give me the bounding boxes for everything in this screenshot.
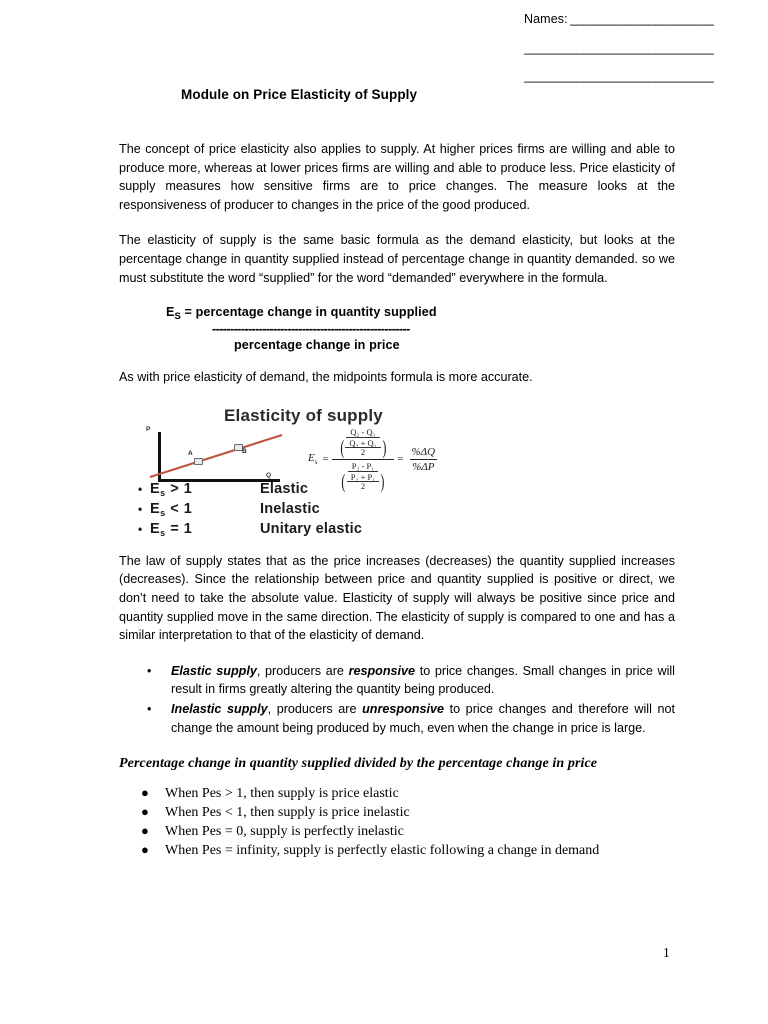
x-axis-label: Q bbox=[266, 471, 272, 479]
es-symbol: E bbox=[166, 305, 175, 320]
figure-bullet-comparison: = 1 bbox=[170, 520, 193, 537]
formula-result-denominator: %ΔP bbox=[412, 460, 435, 473]
figure-bullet-symbol: E bbox=[150, 480, 161, 497]
formula-numerator-group bbox=[332, 426, 395, 460]
page-title: Module on Price Elasticity of Supply bbox=[181, 87, 418, 102]
pes-rule-text: When Pes = infinity, supply is perfectly elastic following a change in demand bbox=[165, 843, 600, 859]
formula-q-average bbox=[335, 438, 392, 458]
formula-lhs-subscript: s bbox=[314, 458, 318, 467]
es-denominator-text: percentage change in price bbox=[234, 338, 400, 353]
figure-bullet-inelastic bbox=[138, 500, 468, 520]
list-item bbox=[119, 784, 675, 803]
figure-bullet-condition bbox=[150, 480, 260, 500]
list-item bbox=[119, 841, 675, 860]
es-equals: = bbox=[180, 305, 196, 320]
figure-bullet-subscript: s bbox=[160, 527, 166, 538]
document-body bbox=[119, 140, 675, 860]
list-item bbox=[119, 700, 675, 737]
names-row-2 bbox=[524, 41, 734, 56]
formula-q-divisor: 2 bbox=[360, 447, 366, 458]
list-item bbox=[119, 822, 675, 841]
figure-bullet-list bbox=[138, 480, 468, 540]
bullet-dot-icon: ● bbox=[141, 842, 149, 858]
name-blank-line-2[interactable]: _____________________________ bbox=[524, 41, 715, 55]
definition-mid: , producers are bbox=[256, 663, 349, 678]
bullet-dot-icon: ● bbox=[141, 804, 149, 820]
formula-q-delta: Q₂ - Q₁ bbox=[346, 427, 379, 438]
formula-result-fraction bbox=[410, 446, 438, 473]
left-paren-icon-2: ( bbox=[341, 470, 346, 493]
bullet-dot-icon: • bbox=[138, 501, 143, 516]
definition-term: Inelastic supply bbox=[171, 701, 268, 716]
paragraph-intro: The concept of price elasticity also applies to supply. At higher prices firms are willing and able to produce more, whereas at lower prices firms are willing and able to produce less. Price elasticity of supply measures how sensitive firms are to price changes. The measure looks at the responsiveness of producer to changes in the price of the good produced. bbox=[119, 142, 675, 212]
figure-title: Elasticity of supply bbox=[224, 405, 383, 425]
figure-bullet-elastic bbox=[138, 480, 468, 500]
paragraph-formula-intro: The elasticity of supply is the same basic formula as the demand elasticity, but looks at the percentage change in quantity supplied instead of percentage change in quantity demanded. so we must substitute the word “supplied” for the word “demanded” everywhere in the formula. bbox=[119, 233, 675, 285]
point-b-label: B bbox=[242, 447, 247, 455]
definition-rest: to price changes. Small changes in price will result in firms greatly altering the quantity being produced. bbox=[171, 663, 675, 697]
names-block bbox=[524, 12, 734, 97]
point-a-label: A bbox=[188, 449, 193, 457]
definition-emphasis: unresponsive bbox=[362, 701, 444, 716]
definition-emphasis: responsive bbox=[348, 663, 416, 678]
pes-rule-text: When Pes > 1, then supply is price elastic bbox=[165, 786, 399, 802]
page-number: 1 bbox=[663, 945, 670, 960]
figure-bullet-subscript: s bbox=[160, 487, 166, 498]
formula-q-fraction bbox=[335, 427, 392, 458]
figure-bullet-unitary bbox=[138, 520, 468, 540]
bullet-dot-icon: ● bbox=[141, 785, 149, 801]
right-paren-icon-2: ) bbox=[380, 470, 385, 493]
es-subscript: S bbox=[174, 311, 181, 323]
figure-bullet-condition bbox=[150, 520, 260, 540]
figure-bullet-term: Inelastic bbox=[260, 500, 320, 517]
definition-term: Elastic supply bbox=[171, 663, 257, 678]
formula-lhs bbox=[308, 452, 317, 466]
pes-rules-list bbox=[119, 784, 675, 860]
name-blank-line-3[interactable]: _____________________________ bbox=[524, 69, 715, 83]
names-row-3 bbox=[524, 69, 734, 84]
es-numerator-text: percentage change in quantity supplied bbox=[195, 305, 437, 320]
right-paren-icon: ) bbox=[381, 436, 386, 459]
pes-rule-text: When Pes = 0, supply is perfectly inelastic bbox=[165, 824, 404, 840]
y-axis-label: P bbox=[146, 425, 151, 433]
figure-bullet-subscript: s bbox=[160, 507, 166, 518]
formula-p-divisor: 2 bbox=[360, 481, 366, 492]
names-label: Names: bbox=[524, 12, 568, 26]
es-formula-block bbox=[119, 304, 675, 354]
figure-bullet-term: Elastic bbox=[260, 480, 309, 497]
figure-bullet-symbol: E bbox=[150, 520, 161, 537]
definition-rest: to price changes and therefore will not change the amount being produced by much, even when the change in price is large. bbox=[171, 701, 676, 735]
supply-curve-graph bbox=[136, 425, 296, 486]
definition-mid: , producers are bbox=[267, 701, 363, 716]
formula-p-sum: P₂ + P₁ bbox=[347, 473, 379, 483]
pes-rule-text: When Pes < 1, then supply is price inelastic bbox=[165, 805, 410, 821]
bullet-dot-icon: • bbox=[147, 663, 152, 678]
definition-list bbox=[119, 662, 675, 737]
formula-q-avg-inner bbox=[345, 439, 380, 457]
figure-bullet-condition bbox=[150, 500, 260, 520]
bullet-dot-icon: ● bbox=[141, 823, 149, 839]
formula-p-delta: P₂ - P₁ bbox=[348, 461, 378, 472]
formula-equals-1: = bbox=[322, 453, 329, 466]
point-a-marker bbox=[194, 458, 203, 465]
paragraph-law-of-supply: The law of supply states that as the price increases (decreases) the quantity supplied increases (decreases). Since the relationship between price and quantity supplied is positive or direct, we don’t need to take the absolute value. Elasticity of supply will always be positive since price and quantity supplied move in the same direction. The elasticity of supply is compared to one and has a similar interpretation to that of the elasticity of demand. bbox=[119, 553, 675, 643]
names-row-1 bbox=[524, 12, 734, 27]
formula-q-paren bbox=[339, 438, 388, 458]
figure-bullet-comparison: > 1 bbox=[170, 480, 193, 497]
bullet-dot-icon: • bbox=[147, 701, 152, 716]
paragraph-midpoints: As with price elasticity of demand, the midpoints formula is more accurate. bbox=[119, 370, 533, 385]
bullet-dot-icon: • bbox=[138, 481, 143, 496]
es-formula-numerator-line bbox=[166, 304, 675, 322]
figure-bullet-symbol: E bbox=[150, 500, 161, 517]
formula-result-numerator: %ΔQ bbox=[411, 445, 436, 458]
elasticity-of-supply-figure bbox=[130, 404, 522, 536]
list-item bbox=[119, 803, 675, 822]
figure-bullet-comparison: < 1 bbox=[170, 500, 193, 517]
name-blank-line-1[interactable]: ______________________ bbox=[569, 12, 714, 26]
formula-equals-2: = bbox=[397, 453, 404, 466]
left-paren-icon: ( bbox=[340, 436, 345, 459]
list-item bbox=[119, 662, 675, 699]
es-formula-divider: ------------------------------------------------------- bbox=[212, 322, 410, 337]
supply-line-icon bbox=[148, 430, 284, 480]
formula-lhs-symbol: E bbox=[308, 452, 315, 465]
figure-bullet-term: Unitary elastic bbox=[260, 520, 363, 537]
section-heading: Percentage change in quantity supplied divided by the percentage change in price bbox=[119, 756, 598, 772]
formula-q-sum: Q₂ + Q₁ bbox=[345, 439, 380, 449]
bullet-dot-icon: • bbox=[138, 521, 143, 536]
